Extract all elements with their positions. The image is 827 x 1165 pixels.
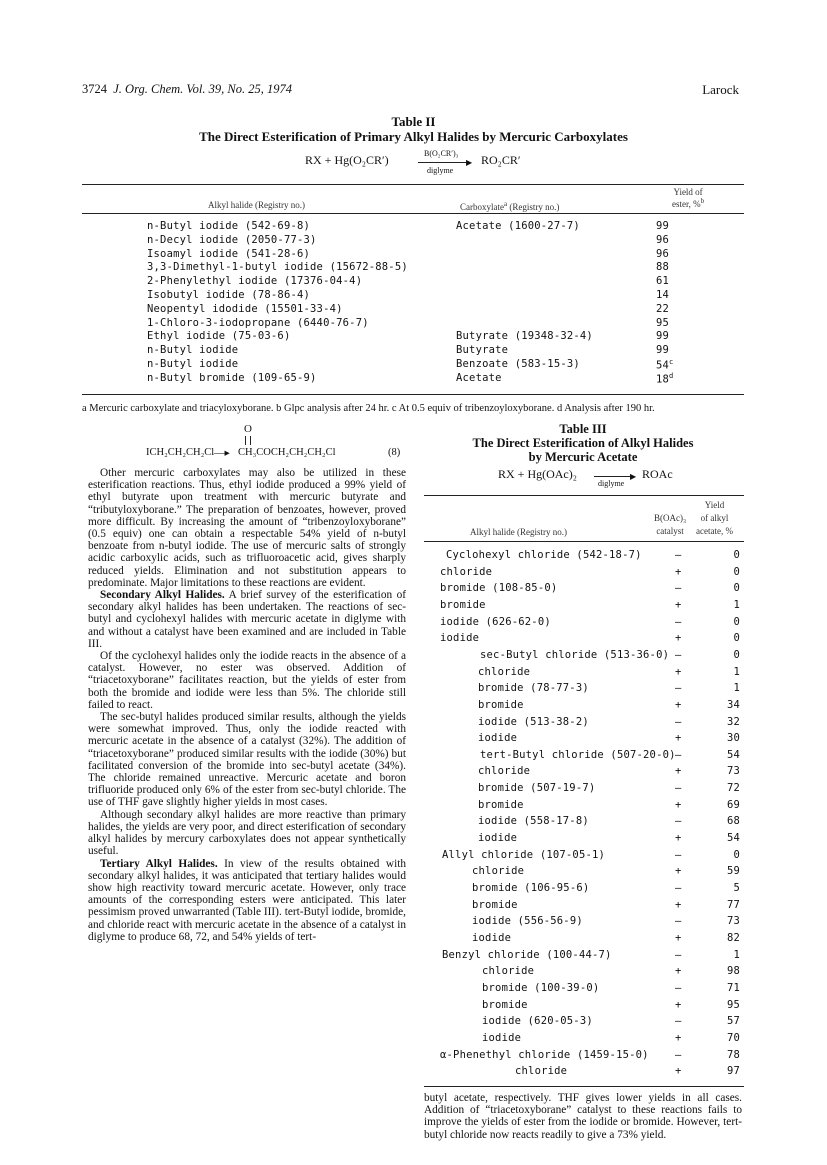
yield-cell: 98 [726,965,740,978]
catalyst-cell: + [675,832,682,845]
table-row [424,882,744,894]
carboxylate-cell: Acetate (1600-27-7) [456,220,580,232]
paragraph: Other mercuric carboxylates may also be utilized in these esterification reactions. Thus, ethyl iodide produced a 99% yield of ethyl butyrate upon treatment with mercuric butyrate and “tributyloxyborane.” The preparation of benzoates, however, proved more difficult. By increasing the amount of “tribenzoyloxyborane” (0.5 equiv) one can obtain a respectable 54% yield of n-butyl benzoate from n-butyl iodide. The use of mercuric salts of strongly acidic carboxylic acids, such as trifluoroacetic acid, gives sharply reduced yields. Elimination and not substitution appears to predominate. Major limitations to these reactions are evident. [88,467,406,589]
halide-cell: n-Butyl bromide (109-65-9) [147,371,317,384]
table2-equation-above: B(O₂CR′)₃ [424,149,459,158]
yield-cell: 70 [726,1031,740,1044]
section-heading: Tertiary Alkyl Halides. [100,857,218,870]
halide-cell: iodide (513-38-2) [478,715,589,728]
halide-cell: chloride [478,665,531,678]
arrow-head: ▶ [630,472,637,481]
author-name: Larock [702,82,739,97]
catalyst-cell: – [675,981,682,994]
halide-cell: Isoamyl iodide (541-28-6) [147,247,311,260]
halide-cell: n-Butyl iodide [147,358,239,370]
table-row [424,1065,744,1077]
catalyst-cell: – [675,715,682,728]
table2-top-rule [82,184,744,185]
running-header [82,82,292,97]
table-row [424,666,744,678]
table-row [424,965,744,977]
table-row [424,699,744,711]
table-row [424,582,744,594]
yield-cell: 88 [656,261,670,274]
yield-cell: 99 [656,220,670,232]
eq8-double-bond [245,436,251,445]
table3-top-rule [424,495,744,496]
catalyst-cell: + [675,798,682,811]
catalyst-cell: – [675,1048,682,1061]
table-row [424,549,744,561]
catalyst-cell: – [675,782,682,795]
halide-cell: n-Butyl iodide [147,344,239,357]
catalyst-cell: + [675,732,682,745]
yield-cell: 54 [726,748,740,761]
reaction-arrow [418,162,470,163]
table-row [424,1015,744,1027]
yield-cell: 0 [733,632,740,645]
carboxylate-cell: Acetate [456,371,502,384]
yield-cell: 61 [656,275,670,288]
table-row [424,616,744,628]
table-row [424,949,744,961]
halide-cell: bromide [482,998,528,1011]
yield-cell: 57 [726,1015,740,1028]
halide-cell: chloride [515,1065,568,1078]
yield-cell: 1 [733,948,740,961]
table2-footnote: a Mercuric carboxylate and triacyloxyborane. b Glpc analysis after 24 hr. c At 0.5 equiv of tribenzoyloxyborane. d Analysis after 190 hr. [82,403,655,414]
table3-title: The Direct Esterification of Alkyl Halides [472,436,694,450]
halide-cell: iodide [478,732,518,745]
catalyst-cell: – [675,1015,682,1028]
paragraph: The sec-butyl halides produced similar results, although the yields were somewhat improved. Thus, only the iodide reacted with mercuric acetate in the absence of a catalyst (32%). The addition of “triacetoxyborane” produced similar results with the iodide (30%) but facilitated conversion of the bromide into sec-butyl acetate (34%). The chloride remained unreactive. Mercuric acetate and boron trifluoride produced only 6% of the ester from sec-butyl chloride. The use of THF gave slightly higher yields in most cases. [88,711,406,809]
table-row [424,1049,744,1061]
table2-label: Table II [391,114,436,129]
table3-title-2: by Mercuric Acetate [528,450,638,464]
table2-title: The Direct Esterification of Primary Alkyl Halides by Mercuric Carboxylates [199,129,628,144]
halide-cell: iodide (620-05-3) [482,1015,593,1028]
yield-cell: 1 [733,665,740,678]
yield-cell: 82 [726,931,740,944]
paragraph: butyl acetate, respectively. THF gives lower yields in all cases. Addition of “triacetoxyborane” catalyst to these reactions fails to improve the yields of ester from the iodide or bromide. However, tert-butyl chloride now reacts readily to give a 73% yield. [424,1092,742,1141]
table2-col-halide: Alkyl halide (Registry no.) [208,200,305,210]
catalyst-cell: – [675,815,682,828]
table3-col-catalyst: B(OAc)₃ catalyst [654,513,687,536]
halide-cell: tert-Butyl chloride (507-20-0) [480,748,676,761]
halide-cell: bromide [472,898,518,911]
table3-equation-right: ROAc [642,467,673,481]
table-row [0,220,827,233]
table3-equation-left: RX + Hg(OAc)₂ [498,467,577,481]
table-row [0,317,827,330]
yield-cell: 71 [726,981,740,994]
table-row [0,344,827,357]
yield-cell: 69 [726,798,740,811]
table2-caption [0,114,827,144]
table2-equation-right: RO₂CR′ [481,153,521,167]
table-row [424,999,744,1011]
yield-cell: 1 [733,598,740,611]
table-row [0,303,827,316]
catalyst-cell: + [675,1031,682,1044]
table-row [424,899,744,911]
reaction-arrow [594,476,634,477]
catalyst-cell: + [675,998,682,1011]
halide-cell: bromide (106-95-6) [472,882,590,894]
carboxylate-cell: Butyrate (19348-32-4) [456,330,593,343]
table-row [0,330,827,343]
halide-cell: chloride [440,565,493,578]
yield-cell: 95 [726,998,740,1011]
body-left-column [88,467,406,943]
table3-col-halide: Alkyl halide (Registry no.) [470,527,567,537]
yield-cell: 72 [726,782,740,795]
table3-equation-below: diglyme [598,479,625,488]
table-row [424,599,744,611]
table3-caption [424,422,742,464]
table-row [0,248,827,261]
yield-cell: 34 [726,698,740,711]
catalyst-cell: – [675,615,682,628]
table-row [424,832,744,844]
halide-cell: sec-Butyl chloride (513-36-0) [480,648,670,661]
eq8-oxygen: O [244,423,252,435]
paragraph: Secondary Alkyl Halides. A brief survey of the esterification of secondary alkyl halides has been undertaken. The reactions of sec-butyl and cyclohexyl halides with mercuric acetate in diglyme with and without a catalyst have been examined and are included in Table III. [88,589,406,650]
yield-cell: 96 [656,247,670,260]
halide-cell: iodide [472,931,512,944]
table2-equation-left: RX + Hg(O₂CR′) [305,153,389,167]
table2-header-rule [82,213,744,214]
halide-cell: Ethyl iodide (75-03-6) [147,330,291,343]
halide-cell: iodide [440,632,480,645]
eq8-product: CH₃COCH₂CH₂CH₂Cl [238,447,336,458]
yield-cell: 30 [726,732,740,745]
table-row [424,716,744,728]
table-row [0,275,827,288]
carboxylate-cell: Butyrate [456,344,509,357]
table-row [424,799,744,811]
halide-cell: bromide [478,798,524,811]
halide-cell: n-Butyl iodide (542-69-8) [147,220,311,232]
table-row [0,234,827,247]
catalyst-cell: + [675,865,682,878]
halide-cell: 3,3-Dimethyl-1-butyl iodide (15672-88-5) [147,261,408,274]
halide-cell: Isobutyl iodide (78-86-4) [147,289,311,301]
catalyst-cell: – [675,848,682,861]
yield-cell: 0 [733,549,740,561]
halide-cell: bromide (100-39-0) [482,981,600,994]
yield-cell: 95 [656,316,670,329]
yield-cell: 99 [656,330,670,343]
halide-cell: iodide (558-17-8) [478,815,589,828]
yield-cell: 0 [733,648,740,661]
table-row [0,358,827,371]
catalyst-cell: – [675,948,682,961]
table2-equation-below: diglyme [427,166,454,175]
table-row [424,682,744,694]
catalyst-cell: + [675,665,682,678]
halide-cell: iodide (556-56-9) [472,915,583,928]
halide-cell: bromide (507-19-7) [478,782,596,795]
table-row [424,782,744,794]
footnote-mark: c [669,358,674,366]
arrow-head: ▶ [466,158,473,167]
table3-bottom-rule [424,1086,744,1087]
catalyst-cell: – [675,549,682,561]
yield-cell: 54$^c$ [656,358,674,372]
yield-cell: 68 [726,815,740,828]
halide-cell: Allyl chloride (107-05-1) [442,848,606,861]
table-row [424,749,744,761]
table-row [424,649,744,661]
yield-cell: 0 [733,565,740,578]
catalyst-cell: – [675,915,682,928]
table-row [424,865,744,877]
table-row [424,915,744,927]
yield-cell: 73 [726,915,740,928]
catalyst-cell: + [675,565,682,578]
paragraph: Tertiary Alkyl Halides. In view of the results obtained with secondary alkyl halides, it was anticipated that tertiary halides would show high reactivity toward mercuric acetate. However, only trace amounts of the corresponding esters were anticipated. This later pessimism proved unwarranted (Table III). tert-Butyl iodide, bromide, and chloride react with mercuric acetate in the absence of a catalyst in diglyme to produce 68, 72, and 54% yields of tert- [88,857,406,943]
yield-cell: 5 [733,882,740,894]
halide-cell: bromide [478,698,524,711]
yield-cell: 1 [733,682,740,695]
yield-cell: 77 [726,898,740,911]
catalyst-cell: + [675,931,682,944]
table2-col-carboxylate: Carboxylate$^a$ (Registry no.) [460,200,560,212]
table2-bottom-rule [82,394,744,395]
table-row [0,289,827,302]
section-heading: Secondary Alkyl Halides. [100,589,225,602]
halide-cell: Neopentyl idodide (15501-33-4) [147,302,343,315]
eq8-reactant: ICH₂CH₂CH₂Cl [146,447,215,458]
table-row [0,372,827,385]
catalyst-cell: – [675,648,682,661]
halide-cell: bromide [440,598,486,611]
table-row [424,849,744,861]
halide-cell: chloride [482,965,535,978]
table-row [424,566,744,578]
table-row [424,732,744,744]
journal-citation: J. Org. Chem. Vol. 39, No. 25, 1974 [113,82,292,96]
catalyst-cell: + [675,598,682,611]
catalyst-cell: + [675,765,682,778]
halide-cell: iodide [478,832,518,845]
yield-cell: 73 [726,765,740,778]
halide-cell: Benzyl chloride (100-44-7) [442,948,612,961]
yield-cell: 18$^d$ [656,371,674,386]
table2-col-yield: Yield of ester, %$^b$ [672,187,705,209]
table-row [424,815,744,827]
catalyst-cell: + [675,965,682,978]
catalyst-cell: – [675,748,682,761]
halide-cell: α-Phenethyl chloride (1459-15-0) [440,1048,649,1061]
yield-cell: 32 [726,715,740,728]
catalyst-cell: + [675,632,682,645]
halide-cell: chloride [478,765,531,778]
table3-label: Table III [559,422,607,436]
yield-cell: 22 [656,302,670,315]
eq8-number: (8) [388,447,401,458]
eq8-arrow: —▸ [214,448,230,459]
yield-cell: 54 [726,832,740,845]
table-row [424,932,744,944]
halide-cell: bromide (78-77-3) [478,682,589,695]
halide-cell: bromide (108-85-0) [440,582,558,595]
table3-col-yield: Yield of alkyl acetate, % [696,500,733,536]
catalyst-cell: + [675,1065,682,1078]
catalyst-cell: – [675,882,682,894]
catalyst-cell: – [675,582,682,595]
yield-cell: 14 [656,289,670,301]
yield-cell: 78 [726,1048,740,1061]
footnote-mark: d [669,371,674,380]
halide-cell: 1-Chloro-3-iodopropane (6440-76-7) [147,316,369,329]
yield-cell: 0 [733,848,740,861]
table-row [424,765,744,777]
table-row [424,1032,744,1044]
table-row [0,261,827,274]
halide-cell: iodide [482,1031,522,1044]
yield-cell: 99 [656,344,670,357]
paragraph: Although secondary alkyl halides are more reactive than primary halides, the yields are very poor, and direct esterification of secondary alkyl halides by mercury carboxylates does not appear synthetically useful. [88,808,406,858]
halide-cell: chloride [472,865,525,878]
table-row [424,982,744,994]
yield-cell: 0 [733,582,740,595]
table-row [424,632,744,644]
catalyst-cell: + [675,698,682,711]
page-number: 3724 [82,82,107,96]
halide-cell: n-Decyl iodide (2050-77-3) [147,233,317,246]
paragraph: Of the cyclohexyl halides only the iodide reacts in the absence of a catalyst. However, no ester was observed. Addition of “triacetoxyborane” facilitates reaction, but the yields of ester from both the bromide and iodide were less than 5%. The chloride still failed to react. [88,650,406,711]
catalyst-cell: + [675,898,682,911]
halide-cell: 2-Phenylethyl iodide (17376-04-4) [147,275,363,288]
table3-header-rule [424,541,744,542]
halide-cell: Cyclohexyl chloride (542-18-7) [446,549,642,561]
yield-cell: 0 [733,615,740,628]
carboxylate-cell: Benzoate (583-15-3) [456,358,580,370]
body-right-column [424,1092,742,1141]
halide-cell: iodide (626-62-0) [440,615,551,628]
yield-cell: 96 [656,233,670,246]
yield-cell: 97 [726,1065,740,1078]
catalyst-cell: – [675,682,682,695]
yield-cell: 59 [726,865,740,878]
